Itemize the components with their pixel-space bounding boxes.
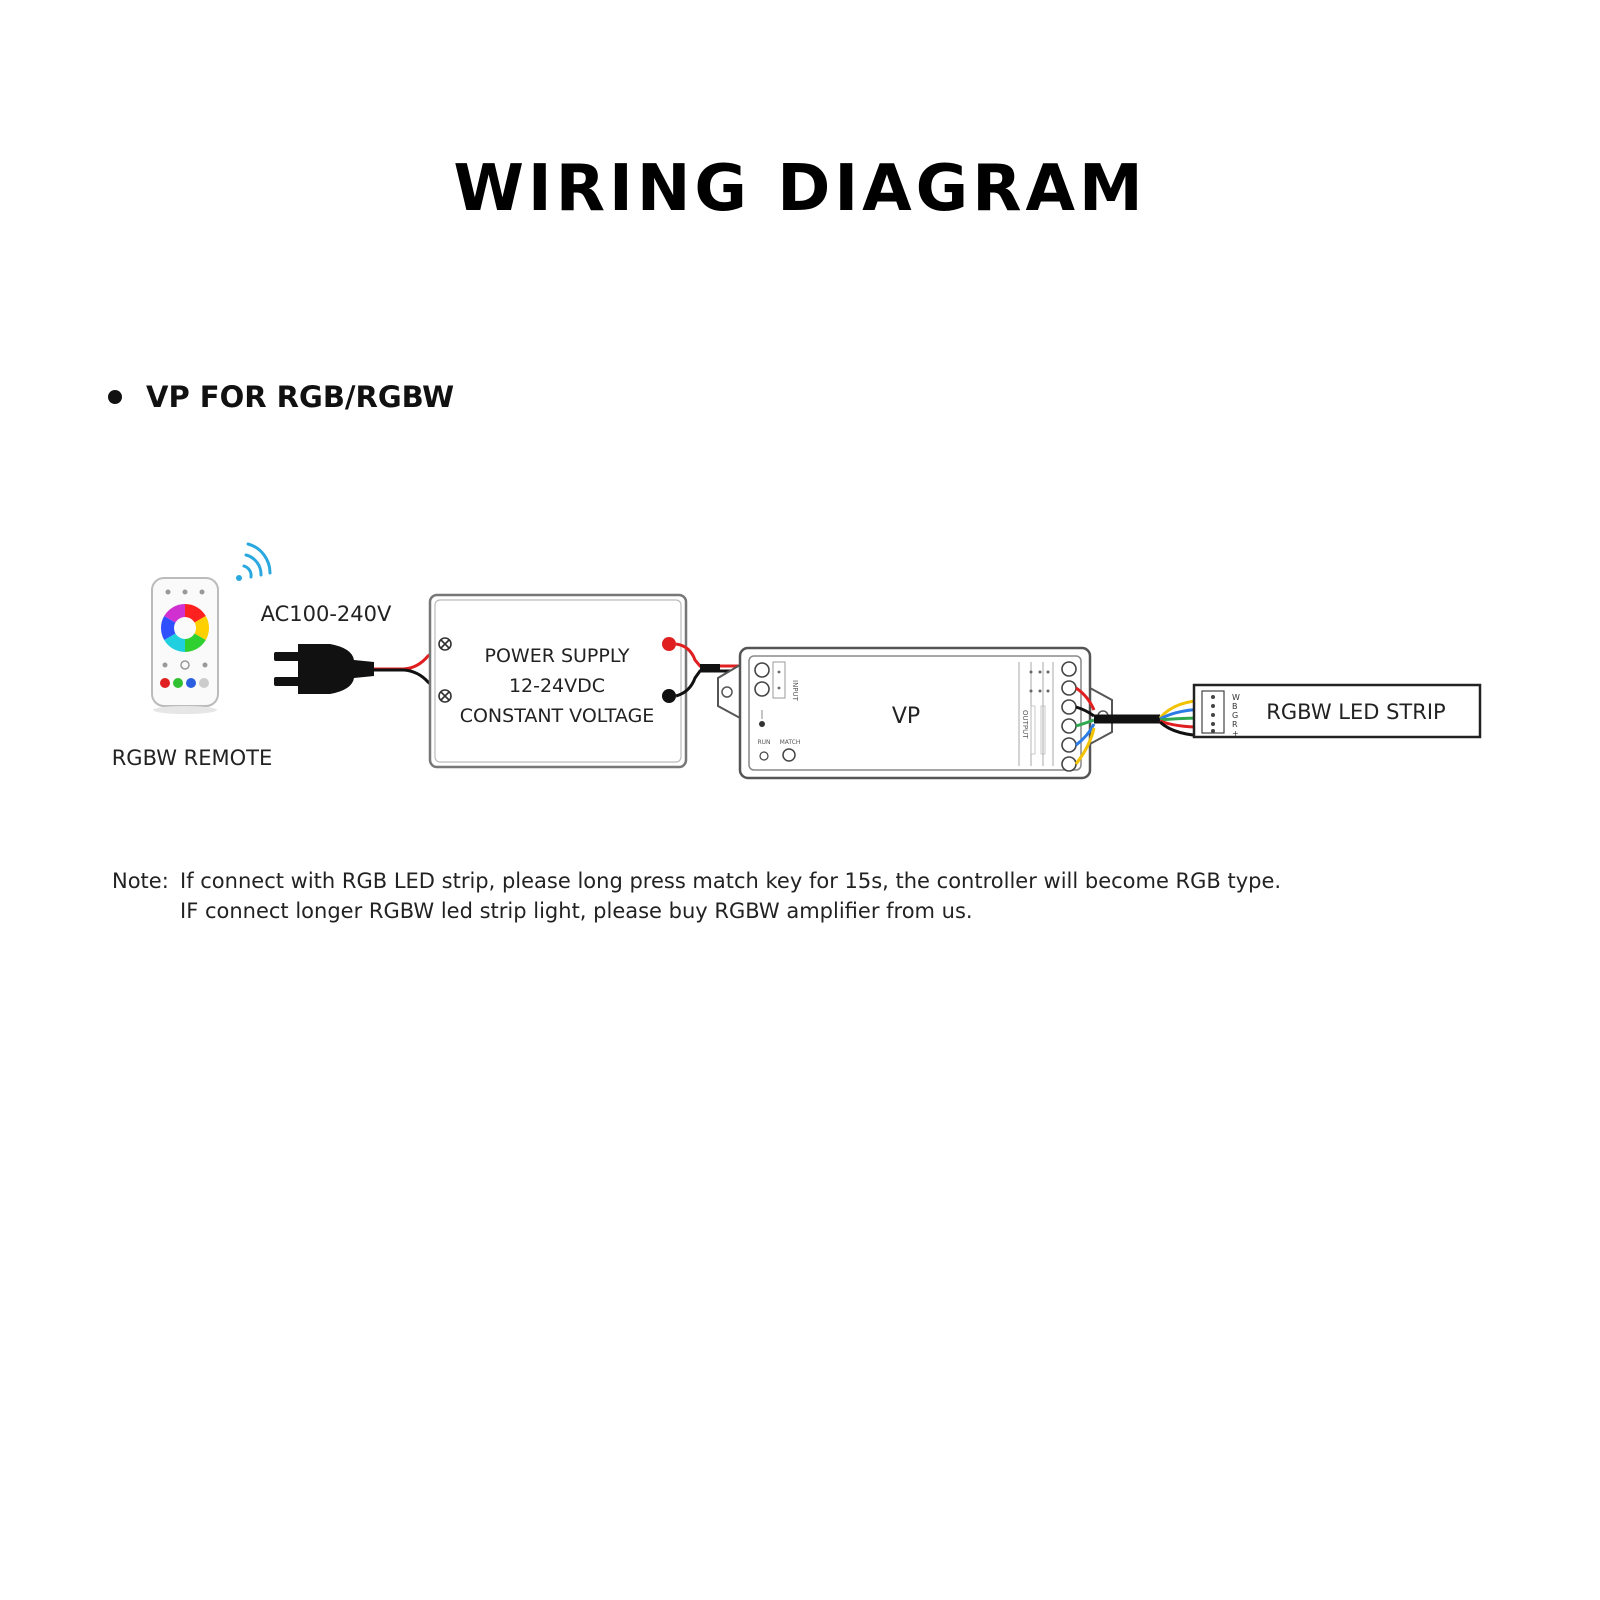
run-label: RUN <box>757 739 771 746</box>
wiring-diagram <box>0 520 1600 800</box>
strip-pin-r: R <box>1232 720 1238 729</box>
run-indicator-icon <box>760 752 768 760</box>
match-label: MATCH <box>779 739 801 746</box>
note-prefix: Note: <box>112 869 169 893</box>
wiring-diagram-svg <box>0 520 1600 800</box>
section-heading <box>108 380 454 414</box>
plug-icon <box>274 644 374 694</box>
remote-label: RGBW REMOTE <box>111 746 273 770</box>
controller-input-label: INPUT <box>791 680 799 701</box>
section-heading-text: VP FOR RGB/RGBW <box>146 380 455 414</box>
controller-label: VP <box>891 704 921 729</box>
note-line-2: IF connect longer RGBW led strip light, please buy RGBW amplifier from us. <box>180 899 973 923</box>
strip-pin-w: W <box>1232 693 1240 702</box>
power-supply-line1: POWER SUPPLY <box>484 645 630 667</box>
negative-terminal-icon <box>662 689 676 703</box>
power-supply-line2: 12-24VDC <box>508 675 606 697</box>
strip-pin-b: B <box>1232 702 1238 711</box>
controller-output-label: OUTPUT <box>1021 710 1029 739</box>
strip-pin-plus: + <box>1232 729 1239 738</box>
led-strip-label: RGBW LED STRIP <box>1266 700 1446 724</box>
bullet-icon <box>108 390 122 404</box>
page-title: WIRING DIAGRAM <box>453 152 1147 226</box>
note-block <box>112 866 1281 926</box>
wireless-signal-icon <box>236 544 270 581</box>
rgbw-remote <box>152 578 218 714</box>
note-line-1: If connect with RGB LED strip, please long press match key for 15s, the controller will become RGB type. <box>180 869 1282 893</box>
power-supply-line3: CONSTANT VOLTAGE <box>459 705 655 727</box>
strip-pin-g: G <box>1232 711 1239 720</box>
ac-voltage-label: AC100-240V <box>260 602 392 626</box>
color-wheel-icon <box>161 604 209 652</box>
positive-terminal-icon <box>662 637 676 651</box>
match-key-icon <box>783 749 795 761</box>
